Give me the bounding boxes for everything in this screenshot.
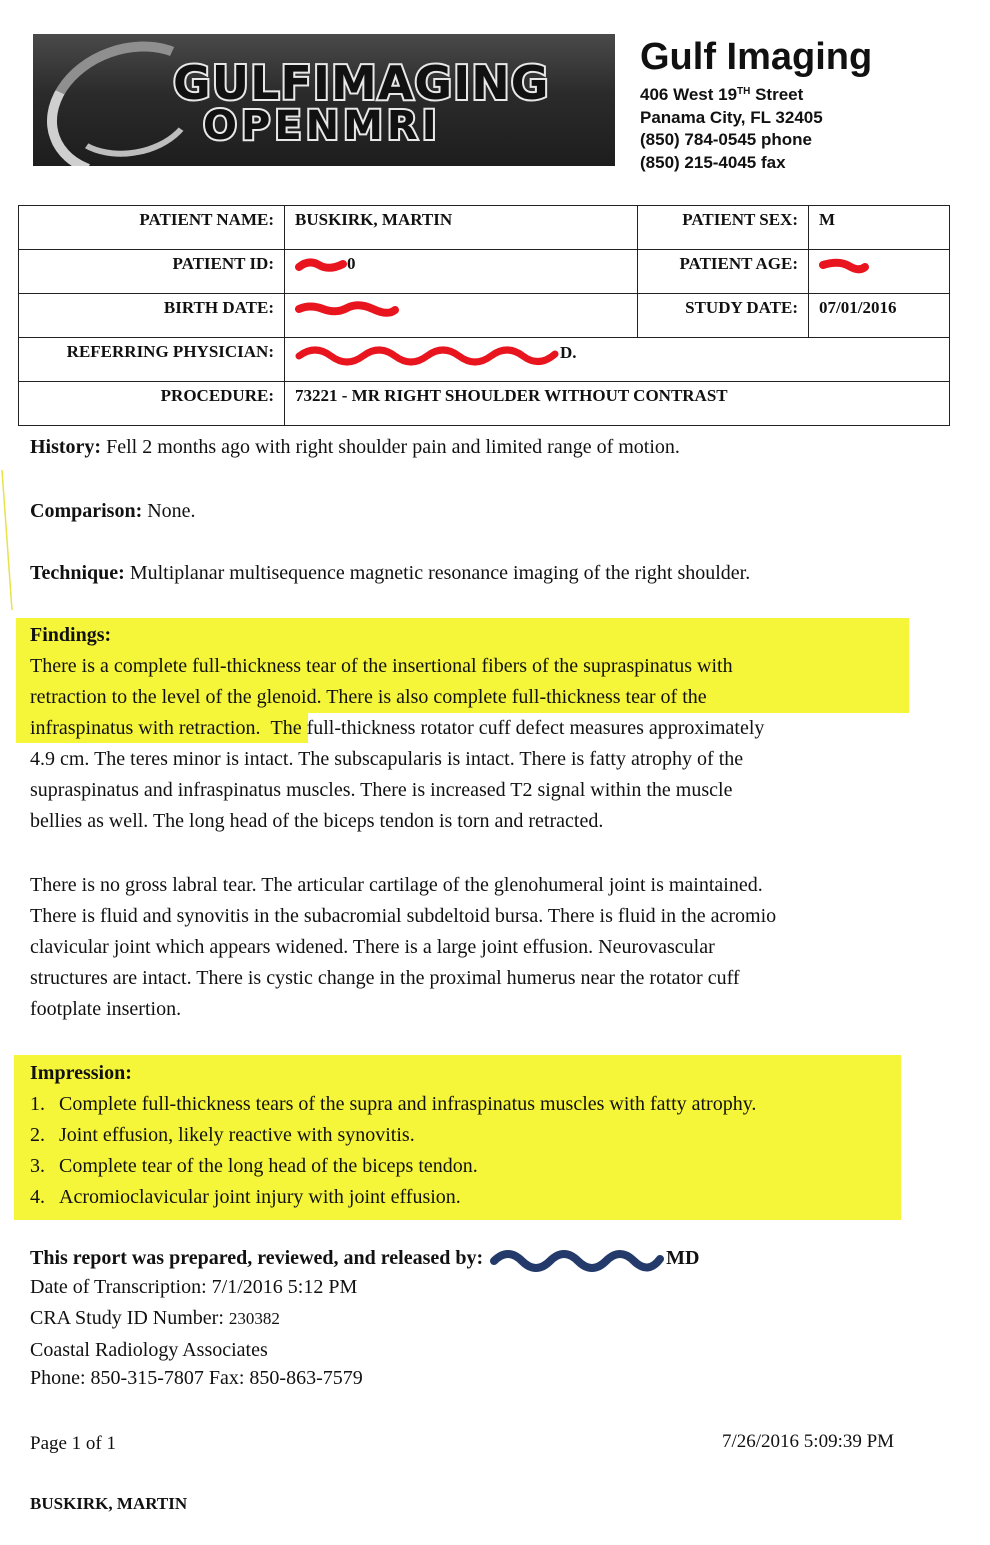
study-id-value: 230382 (228, 1309, 280, 1329)
impression-item (30, 1182, 756, 1213)
patient-name-value: BUSKIRK, MARTIN (285, 206, 638, 250)
gulf-imaging-logo (33, 34, 615, 166)
page-number: Page 1 of 1 (30, 1433, 117, 1454)
table-row (19, 294, 950, 338)
referring-physician-label: REFERRING PHYSICIAN: (19, 338, 285, 382)
findings-line: retraction to the level of the glenoid. There is also complete full-thickness tear of the (30, 686, 707, 708)
study-id-line (30, 1304, 699, 1333)
signature-redaction (488, 1245, 666, 1273)
findings-line (30, 713, 764, 744)
address-superscript: TH (737, 86, 751, 97)
study-id-label: CRA Study ID Number: (30, 1307, 229, 1330)
procedure-label: PROCEDURE: (19, 382, 285, 426)
impression-item (30, 1089, 756, 1120)
technique-text: Multiplanar multisequence magnetic resonance imaging of the right shoulder. (129, 562, 751, 584)
study-date-value: 07/01/2016 (809, 294, 950, 338)
findings-line-rest: The full-thickness rotator cuff defect measures approximately (270, 717, 765, 739)
organization-name: Coastal Radiology Associates (30, 1339, 268, 1362)
released-by-text: This report was prepared, reviewed, and released by: (30, 1247, 484, 1269)
org-phone-fax: Phone: 850-315-7807 Fax: 850-863-7579 (30, 1367, 363, 1390)
history-text: Fell 2 months ago with right shoulder pain and limited range of motion. (106, 436, 680, 458)
physician-visible-part: D. (560, 342, 577, 362)
findings-line-highlighted: infraspinatus with retraction. (30, 717, 261, 739)
logo-text-line1: GULFIMAGING (173, 56, 550, 110)
redaction-mark (819, 256, 869, 274)
impression-item-number: 3. (30, 1155, 45, 1177)
patient-info-table (18, 205, 950, 426)
birth-date-value (285, 294, 638, 338)
impression-item-text: Complete full-thickness tears of the supra and infraspinatus muscles with fatty atrophy. (59, 1093, 757, 1115)
released-by-line (30, 1244, 699, 1273)
technique-label: Technique: (30, 562, 125, 584)
table-row (19, 338, 950, 382)
findings-paragraph-2 (30, 870, 776, 1025)
footer-patient-name: BUSKIRK, MARTIN (30, 1494, 188, 1513)
company-fax: (850) 215-4045 fax (640, 152, 786, 172)
released-by-suffix: MD (666, 1247, 700, 1269)
patient-id-value (285, 250, 638, 294)
impression-item-text: Joint effusion, likely reactive with synovitis. (59, 1124, 415, 1146)
print-timestamp: 7/26/2016 5:09:39 PM (722, 1431, 895, 1452)
patient-age-value (809, 250, 950, 294)
findings-line: There is no gross labral tear. The articular cartilage of the glenohumeral joint is maintained. (30, 874, 763, 896)
impression-item-number: 4. (30, 1186, 45, 1208)
patient-id-visible-part: 0 (347, 254, 356, 273)
comparison-text: None. (147, 500, 196, 522)
impression-item-text: Complete tear of the long head of the biceps tendon. (59, 1155, 478, 1177)
address-line1 (640, 84, 872, 107)
address-line2: Panama City, FL 32405 (640, 107, 823, 127)
impression-label: Impression: (30, 1062, 132, 1084)
findings-line: 4.9 cm. The teres minor is intact. The subscapularis is intact. There is fatty atrophy of the (30, 748, 744, 770)
findings-line: structures are intact. There is cystic change in the proximal humerus near the rotator cuff (30, 967, 740, 989)
impression-item (30, 1151, 756, 1182)
patient-age-label: PATIENT AGE: (638, 250, 809, 294)
company-phone: (850) 784-0545 phone (640, 130, 812, 149)
findings-line: bellies as well. The long head of the biceps tendon is torn and retracted. (30, 810, 604, 832)
findings-line: supraspinatus and infraspinatus muscles. There is increased T2 signal within the muscle (30, 779, 733, 801)
procedure-value: 73221 - MR RIGHT SHOULDER WITHOUT CONTRAST (285, 382, 950, 426)
impression-item (30, 1120, 756, 1151)
comparison-label: Comparison: (30, 500, 143, 522)
impression-item-number: 1. (30, 1093, 45, 1115)
margin-mark (0, 470, 14, 610)
signoff-section (30, 1244, 699, 1392)
patient-id-label: PATIENT ID: (19, 250, 285, 294)
birth-date-label: BIRTH DATE: (19, 294, 285, 338)
redaction-mark (295, 300, 400, 318)
study-date-label: STUDY DATE: (638, 294, 809, 338)
findings-line: footplate insertion. (30, 998, 182, 1020)
findings-line: There is a complete full-thickness tear of the insertional fibers of the supraspinatus with (30, 655, 733, 677)
findings-label: Findings: (30, 624, 112, 646)
technique-section (30, 558, 750, 589)
company-block (640, 38, 872, 174)
findings-line: clavicular joint which appears widened. There is a large joint effusion. Neurovascular (30, 936, 715, 958)
redaction-mark (295, 256, 347, 274)
patient-sex-value: M (809, 206, 950, 250)
comparison-section (30, 496, 196, 527)
address-street-number: 406 West 19 (640, 85, 738, 104)
logo-text-line2: OPENMRI (203, 103, 441, 149)
table-row (19, 250, 950, 294)
findings-line: There is fluid and synovitis in the subacromial subdeltoid bursa. There is fluid in the acromio (30, 905, 777, 927)
findings-section (30, 620, 764, 837)
impression-section (30, 1058, 756, 1213)
company-name: Gulf Imaging (640, 36, 873, 78)
redaction-mark (295, 342, 560, 366)
impression-item-number: 2. (30, 1124, 45, 1146)
patient-sex-label: PATIENT SEX: (638, 206, 809, 250)
table-row (19, 206, 950, 250)
history-section (30, 432, 680, 463)
impression-item-text: Acromioclavicular joint injury with joint effusion. (59, 1186, 461, 1208)
patient-name-label: PATIENT NAME: (19, 206, 285, 250)
referring-physician-value (285, 338, 950, 382)
history-label: History: (30, 436, 102, 458)
address-street-suffix: Street (750, 85, 804, 104)
transcription-date: Date of Transcription: 7/1/2016 5:12 PM (30, 1276, 358, 1299)
table-row (19, 382, 950, 426)
